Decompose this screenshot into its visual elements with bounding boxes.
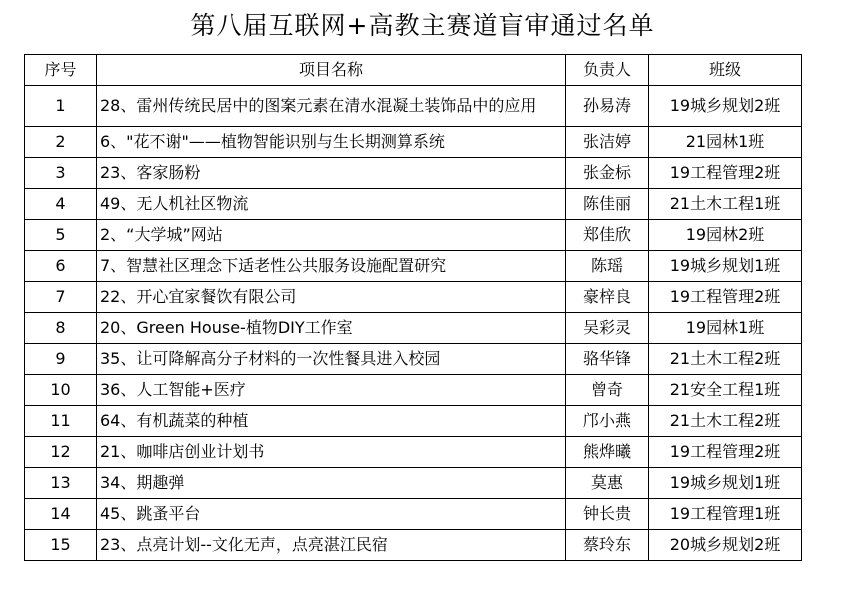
row-class — [649, 468, 802, 499]
row-class — [649, 375, 802, 406]
row-class-text: 21土木工程2班 — [669, 349, 781, 368]
row-class-text: 19工程管理2班 — [669, 287, 781, 306]
row-leader — [566, 375, 649, 406]
page-title: 第八届互联网+高教主赛道盲审通过名单 — [190, 11, 655, 40]
row-project-name — [97, 313, 566, 344]
row-project-name — [97, 406, 566, 437]
row-project-name — [97, 499, 566, 530]
row-number — [25, 406, 97, 437]
row-class — [649, 86, 802, 127]
row-project-name-text: 23、点亮计划--文化无声，点亮湛江民宿 — [100, 535, 388, 554]
table-row — [25, 530, 802, 561]
row-project-name-text: 7、智慧社区理念下适老性公共服务设施配置研究 — [100, 256, 447, 275]
row-class — [649, 220, 802, 251]
row-leader — [566, 158, 649, 189]
row-leader-text: 豪梓良 — [582, 287, 631, 306]
row-class — [649, 158, 802, 189]
row-class — [649, 530, 802, 561]
table-row — [25, 437, 802, 468]
row-number — [25, 437, 97, 468]
row-number-text: 14 — [50, 504, 71, 523]
row-number — [25, 468, 97, 499]
row-leader — [566, 406, 649, 437]
row-number — [25, 530, 97, 561]
row-leader-text: 蔡玲东 — [582, 535, 631, 554]
row-project-name — [97, 86, 566, 127]
row-project-name — [97, 530, 566, 561]
row-number-text: 2 — [55, 132, 66, 151]
row-number — [25, 499, 97, 530]
table-row — [25, 375, 802, 406]
row-leader — [566, 251, 649, 282]
row-class-text: 19工程管理2班 — [669, 442, 781, 461]
row-leader-text: 陈佳丽 — [582, 194, 631, 213]
row-project-name-text: 28、雷州传统民居中的图案元素在清水混凝土装饰品中的应用 — [100, 96, 537, 115]
row-leader-text: 曾奇 — [590, 380, 623, 399]
table-row — [25, 127, 802, 158]
row-leader-text: 莫惠 — [590, 473, 623, 492]
row-project-name-text: 34、期趣弹 — [100, 473, 185, 492]
table-row — [25, 189, 802, 220]
row-leader-text: 孙易涛 — [582, 96, 631, 115]
row-number-text: 4 — [55, 194, 66, 213]
row-project-name — [97, 189, 566, 220]
row-project-name-text: 6、"花不谢"——植物智能识别与生长期测算系统 — [100, 132, 445, 151]
row-number-text: 3 — [55, 163, 66, 182]
row-leader-text: 陈瑶 — [590, 256, 623, 275]
row-class-text: 19工程管理2班 — [669, 163, 781, 182]
row-project-name — [97, 158, 566, 189]
table-header-row — [25, 55, 802, 86]
row-class — [649, 282, 802, 313]
row-number-text: 12 — [50, 442, 71, 461]
row-class-text: 19园林1班 — [685, 318, 765, 337]
row-leader-text: 骆华锋 — [582, 349, 631, 368]
table-row — [25, 313, 802, 344]
row-leader — [566, 127, 649, 158]
row-number-text: 5 — [55, 225, 66, 244]
row-class — [649, 344, 802, 375]
row-leader — [566, 530, 649, 561]
row-leader-text: 张洁婷 — [582, 132, 631, 151]
row-leader — [566, 282, 649, 313]
row-number-text: 7 — [55, 287, 66, 306]
header-class: 班级 — [649, 55, 802, 86]
table-row — [25, 220, 802, 251]
row-class — [649, 499, 802, 530]
row-class — [649, 189, 802, 220]
row-class-text: 21土木工程2班 — [669, 411, 781, 430]
row-class — [649, 437, 802, 468]
row-project-name-text: 36、人工智能+医疗 — [100, 380, 246, 399]
row-leader — [566, 499, 649, 530]
header-leader: 负责人 — [566, 55, 649, 86]
row-class-text: 19园林2班 — [685, 225, 765, 244]
row-number-text: 9 — [55, 349, 66, 368]
row-project-name-text: 49、无人机社区物流 — [100, 194, 249, 213]
row-leader — [566, 86, 649, 127]
row-class-text: 19城乡规划2班 — [669, 96, 781, 115]
header-project: 项目名称 — [97, 55, 566, 86]
row-number — [25, 375, 97, 406]
row-number-text: 13 — [50, 473, 71, 492]
row-leader-text: 钟长贵 — [582, 504, 631, 523]
row-leader-text: 邝小燕 — [582, 411, 631, 430]
row-project-name-text: 64、有机蔬菜的种植 — [100, 411, 249, 430]
row-number — [25, 86, 97, 127]
row-number — [25, 220, 97, 251]
table-row — [25, 282, 802, 313]
row-number — [25, 313, 97, 344]
row-class-text: 21土木工程1班 — [669, 194, 781, 213]
table-row — [25, 158, 802, 189]
table-row — [25, 344, 802, 375]
row-class-text: 21安全工程1班 — [669, 380, 781, 399]
row-project-name — [97, 220, 566, 251]
row-number — [25, 158, 97, 189]
row-project-name — [97, 251, 566, 282]
row-project-name — [97, 344, 566, 375]
row-number-text: 1 — [55, 96, 66, 115]
row-project-name — [97, 375, 566, 406]
row-number-text: 8 — [55, 318, 66, 337]
row-class-text: 20城乡规划2班 — [669, 535, 781, 554]
row-number — [25, 127, 97, 158]
table-row — [25, 468, 802, 499]
table-row — [25, 86, 802, 127]
header-number: 序号 — [25, 55, 97, 86]
row-class-text: 19城乡规划1班 — [669, 473, 781, 492]
row-project-name-text: 20、Green House-植物DIY工作室 — [100, 318, 353, 337]
row-project-name-text: 45、跳蚤平台 — [100, 504, 201, 523]
row-number-text: 10 — [50, 380, 71, 399]
row-project-name — [97, 468, 566, 499]
row-leader-text: 郑佳欣 — [582, 225, 631, 244]
row-leader — [566, 437, 649, 468]
row-class-text: 19工程管理1班 — [669, 504, 781, 523]
row-number-text: 15 — [50, 535, 71, 554]
row-project-name-text: 2、“大学城”网站 — [100, 225, 223, 244]
row-project-name — [97, 437, 566, 468]
row-class — [649, 313, 802, 344]
row-project-name-text: 35、让可降解高分子材料的一次性餐具进入校园 — [100, 349, 441, 368]
row-number — [25, 251, 97, 282]
row-leader — [566, 220, 649, 251]
row-class — [649, 406, 802, 437]
approved-list-table — [24, 54, 802, 561]
row-project-name-text: 21、咖啡店创业计划书 — [100, 442, 265, 461]
row-class-text: 19城乡规划1班 — [669, 256, 781, 275]
row-number — [25, 282, 97, 313]
row-project-name — [97, 127, 566, 158]
row-leader — [566, 344, 649, 375]
row-leader-text: 吴彩灵 — [582, 318, 631, 337]
row-leader-text: 张金标 — [582, 163, 631, 182]
row-number — [25, 189, 97, 220]
row-number-text: 11 — [50, 411, 71, 430]
row-project-name — [97, 282, 566, 313]
row-class — [649, 127, 802, 158]
row-leader-text: 熊烨曦 — [582, 442, 631, 461]
row-class-text: 21园林1班 — [685, 132, 765, 151]
row-class — [649, 251, 802, 282]
row-leader — [566, 313, 649, 344]
row-leader — [566, 189, 649, 220]
table-row — [25, 499, 802, 530]
table-row — [25, 406, 802, 437]
table-body — [25, 86, 802, 561]
row-number — [25, 344, 97, 375]
table-row — [25, 251, 802, 282]
row-project-name-text: 23、客家肠粉 — [100, 163, 201, 182]
row-project-name-text: 22、开心宜家餐饮有限公司 — [100, 287, 297, 306]
row-leader — [566, 468, 649, 499]
row-number-text: 6 — [55, 256, 66, 275]
